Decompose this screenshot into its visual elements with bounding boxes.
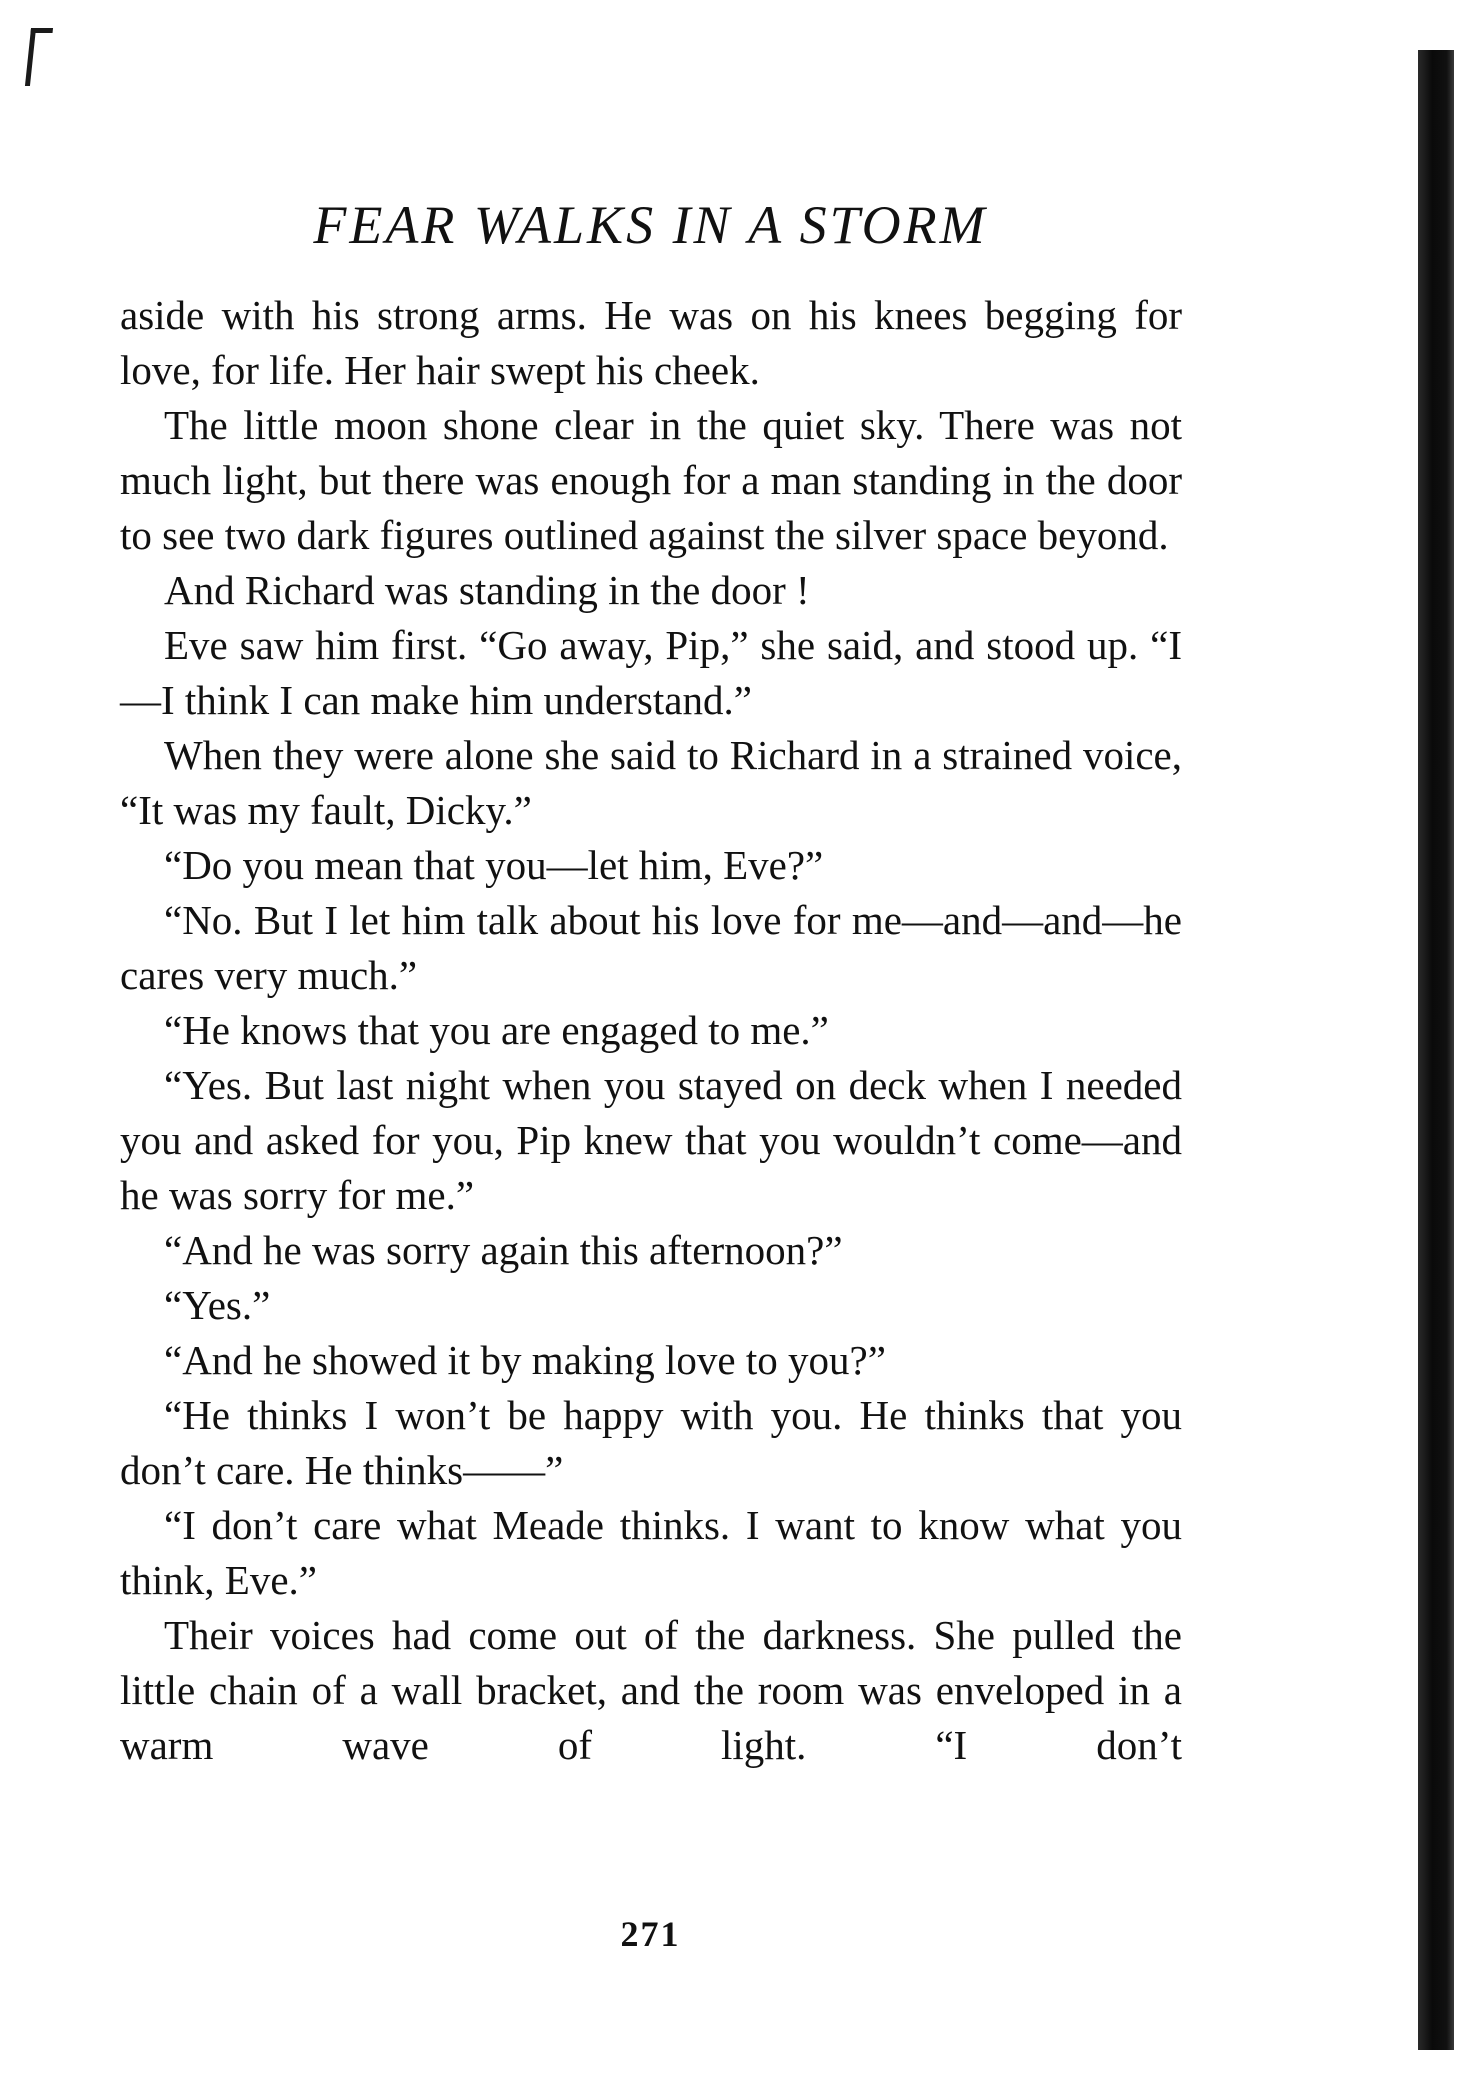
paragraph: Their voices had come out of the darkness. She pulled the little chain of a wall bracket, and the room was enveloped in a warm wave of light. “I don’t	[120, 1612, 1182, 1768]
running-title: FEAR WALKS IN A STORM	[313, 195, 988, 255]
page-number: 271	[620, 1914, 681, 1954]
paragraph: “He thinks I won’t be happy with you. He thinks that you don’t care. He thinks——”	[120, 1392, 1182, 1493]
paragraph: aside with his strong arms. He was on his knees begging for love, for life. Her hair swept his cheek.	[120, 292, 1182, 393]
paragraph: “And he showed it by making love to you?”	[164, 1337, 886, 1383]
paragraph: “He knows that you are engaged to me.”	[164, 1007, 829, 1053]
paragraph: “And he was sorry again this afternoon?”	[164, 1227, 843, 1273]
paragraph: “No. But I let him talk about his love for me—and—and—he cares very much.”	[120, 897, 1182, 998]
paragraph: When they were alone she said to Richard in a strained voice, “It was my fault, Dicky.”	[120, 732, 1182, 833]
corner-crop-mark	[25, 28, 53, 86]
paragraph: The little moon shone clear in the quiet sky. There was not much light, but there was enough for a man standing in the door to see two dark figures outlined against the silver space beyond.	[120, 402, 1182, 558]
page-edge-shadow	[1418, 50, 1454, 2050]
paragraph: “Yes.”	[164, 1282, 271, 1328]
body-text	[120, 288, 1182, 1773]
paragraph: “Yes. But last night when you stayed on deck when I needed you and asked for you, Pip knew that you wouldn’t come—and he was sorry for me.”	[120, 1062, 1182, 1218]
paragraph: “Do you mean that you—let him, Eve?”	[164, 842, 824, 888]
paragraph: And Richard was standing in the door !	[164, 567, 810, 613]
paragraph: Eve saw him first. “Go away, Pip,” she said, and stood up. “I—I think I can make him understand.”	[120, 622, 1182, 723]
paragraph: “I don’t care what Meade thinks. I want to know what you think, Eve.”	[120, 1502, 1182, 1603]
